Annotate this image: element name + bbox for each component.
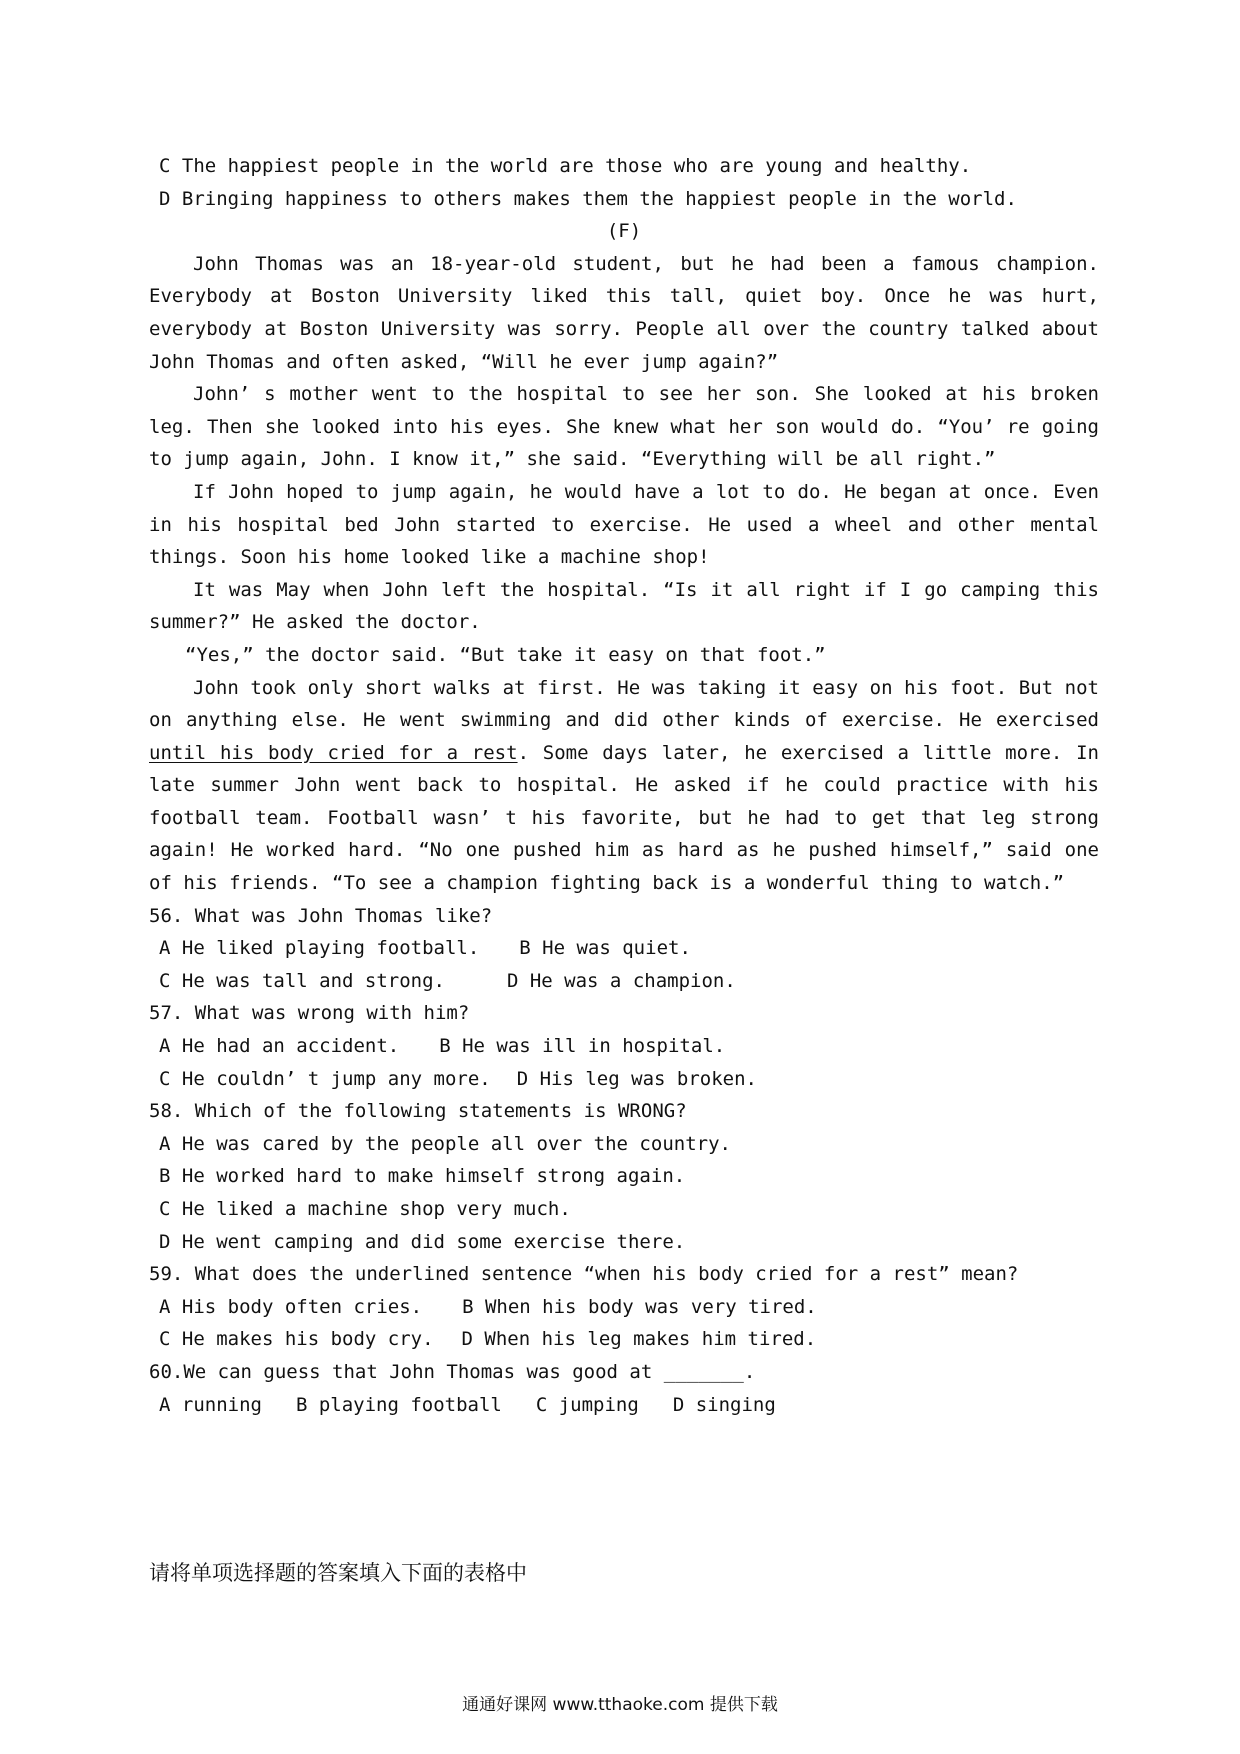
question-59-stem: 59. What does the underlined sentence “when his body cried for a rest” mean? <box>149 1263 1019 1286</box>
q58-option-b: B He worked hard to make himself strong again. <box>159 1165 686 1188</box>
q60-option-a: A running <box>159 1393 262 1416</box>
exam-page <box>149 150 1099 1421</box>
question-60-stem: 60.We can guess that John Thomas was good at _______. <box>149 1360 756 1383</box>
underlined-sentence: until his body cried for a rest <box>149 741 518 764</box>
question-57-stem: 57. What was wrong with him? <box>149 1002 470 1025</box>
q56-option-d: D He was a champion. <box>506 969 736 992</box>
q57-option-b: B He was ill in hospital. <box>439 1035 726 1058</box>
q57-option-d: D His leg was broken. <box>516 1067 757 1090</box>
passage-paragraph-4: It was May when John left the hospital. “Is it all right if I go camping this summer?” He asked the doctor. <box>149 578 1099 634</box>
question-56-options <box>149 932 1099 965</box>
question-59-options-2 <box>149 1323 1099 1356</box>
q59-option-b: B When his body was very tired. <box>462 1295 817 1318</box>
question-57-options-2 <box>149 1063 1099 1096</box>
q58-option-d: D He went camping and did some exercise there. <box>159 1230 686 1253</box>
paragraph-6-text-after: . Some days later, he exercised a little more. In late summer John went back to hospital. He asked if he could practice with his football team. Football wasn’ t his favorite, but he had to get that leg strong again! He worked hard. “No one pushed him as hard as he pushed himself,” said one of his friends. “To see a champion fighting back is a wonderful thing to watch.” <box>149 741 1099 895</box>
passage-paragraph-5: “Yes,” the doctor said. “But take it easy on that foot.” <box>185 643 826 666</box>
q59-option-a: A His body often cries. <box>159 1295 423 1318</box>
page-footer: 通通好课网 www.tthaoke.com 提供下载 <box>462 1695 778 1715</box>
q57-option-c: C He couldn’ t jump any more. <box>159 1067 491 1090</box>
q60-option-c: C jumping <box>535 1393 639 1416</box>
question-57-options <box>149 1030 1099 1063</box>
answer-sheet-instruction: 请将单项选择题的答案填入下面的表格中 <box>149 1561 527 1585</box>
q58-option-a: A He was cared by the people all over the country. <box>159 1132 731 1155</box>
question-60-options <box>149 1389 1099 1422</box>
passage-paragraph-3: If John hoped to jump again, he would have a lot to do. He began at once. Even in his hospital bed John started to exercise. He used a wheel and other mental things. Soon his home looked like a machine shop! <box>149 480 1099 569</box>
q56-option-a: A He liked playing football. <box>159 937 480 960</box>
q60-option-b: B playing football <box>295 1393 502 1416</box>
q58-option-c: C He liked a machine shop very much. <box>159 1198 571 1220</box>
q60-option-d: D singing <box>672 1393 776 1416</box>
q56-option-b: B He was quiet. <box>519 937 691 960</box>
prev-option-d: D Bringing happiness to others makes them the happiest people in the world. <box>159 187 1017 210</box>
q59-option-d: D When his leg makes him tired. <box>461 1328 817 1351</box>
passage-label: (F) <box>606 220 642 243</box>
q59-option-c: C He makes his body cry. <box>159 1328 434 1351</box>
prev-option-c: C The happiest people in the world are those who are young and healthy. <box>159 155 972 177</box>
q57-option-a: A He had an accident. <box>159 1035 400 1058</box>
passage-paragraph-1: John Thomas was an 18-year-old student, but he had been a famous champion. Everybody at Boston University liked this tall, quiet boy. Once he was hurt, everybody at Boston University was sorry. People all over the country talked about John Thomas and often asked, “Will he ever jump again?” <box>149 252 1099 373</box>
question-59-options <box>149 1291 1099 1324</box>
question-58-stem: 58. Which of the following statements is WRONG? <box>149 1100 687 1123</box>
paragraph-6-text-before: John took only short walks at first. He was taking it easy on his foot. But not on anything else. He went swimming and did other kinds of exercise. He exercised <box>149 676 1099 732</box>
question-56-stem: 56. What was John Thomas like? <box>149 904 493 927</box>
question-56-options-2 <box>149 965 1099 998</box>
passage-paragraph-6 <box>149 672 1099 900</box>
q56-option-c: C He was tall and strong. <box>159 969 445 992</box>
passage-paragraph-2: John’ s mother went to the hospital to see her son. She looked at his broken leg. Then she looked into his eyes. She knew what her son would do. “You’ re going to jump again, John. I know it,” she said. “Everything will be all right.” <box>149 383 1099 471</box>
